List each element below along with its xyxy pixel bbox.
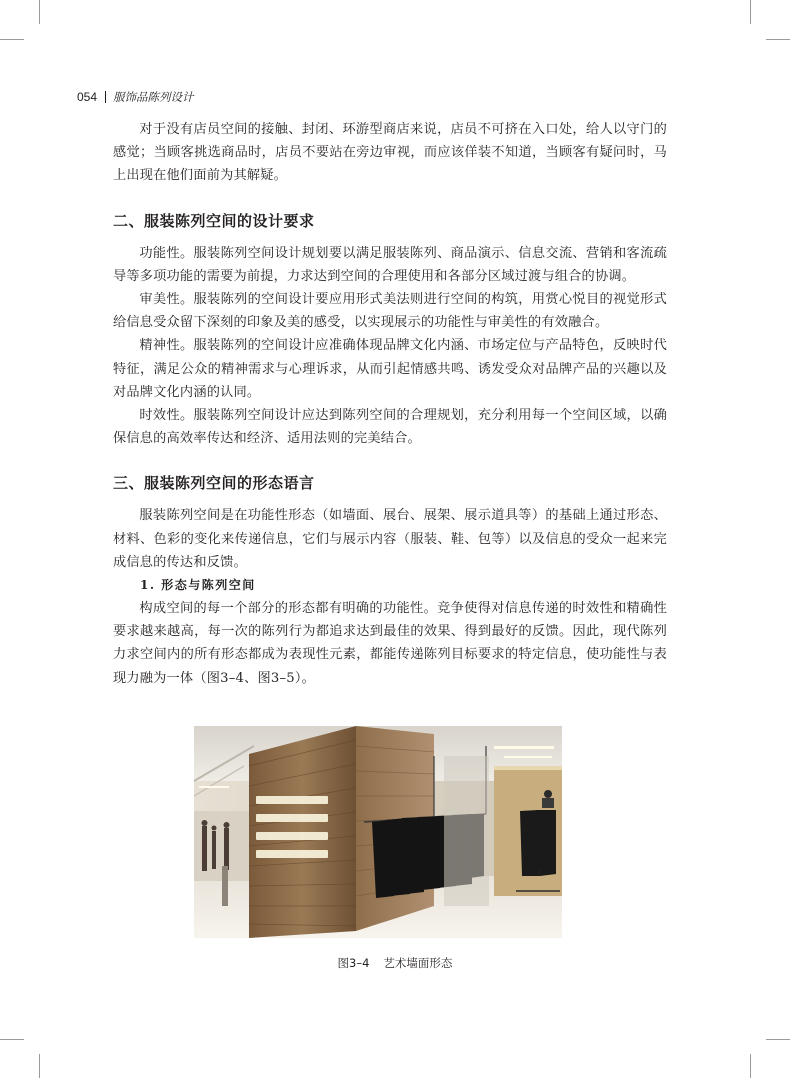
paragraph: 审美性。服装陈列的空间设计要应用形式美法则进行空间的构筑，用赏心悦目的视觉形式给信息受众留下深刻的印象及美的感受，以实现展示的功能性与审美性的有效融合。 [113,292,667,331]
crop-mark [0,39,24,40]
section-heading: 三、服装陈列空间的形态语言 [113,474,315,493]
running-header [77,88,194,106]
figure-photo [194,726,562,938]
section-heading: 二、服装陈列空间的设计要求 [113,211,315,230]
paragraph: 功能性。服装陈列空间设计规划要以满足服装陈列、商品演示、信息交流、营销和客流疏导等多项功能的需要为前提，力求达到空间的合理使用和各部分区域过渡与组合的协调。 [113,245,667,284]
header-divider [105,91,106,103]
page-number: 054 [77,90,98,104]
paragraph: 服装陈列空间是在功能性形态（如墙面、展台、展架、展示道具等）的基础上通过形态、材料、色彩的变化来传递信息，它们与展示内容（服装、鞋、包等）以及信息的受众一起来完成信息的传达和反馈。 [113,508,667,570]
figure-caption-text: 艺术墙面形态 [383,956,453,970]
paragraph: 对于没有店员空间的接触、封闭、环游型商店来说，店员不可挤在入口处，给人以守门的感觉；当顾客挑选商品时，店员不要站在旁边审视，而应该佯装不知道，当顾客有疑问时，马上出现在他们面前为其解疑。 [113,122,667,184]
figure-caption [0,955,790,971]
crop-mark [750,1054,751,1078]
subsection-heading: 1. 形态与陈列空间 [140,578,256,593]
figure-label: 图3–4 [337,956,370,970]
paragraph: 精神性。服装陈列的空间设计应准确体现品牌文化内涵、市场定位与产品特色，反映时代特征，满足公众的精神需求与心理诉求，从而引起情感共鸣、诱发受众对品牌产品的兴趣以及对品牌文化内涵的认同。 [113,338,667,400]
paragraph: 构成空间的每一个部分的形态都有明确的功能性。竞争使得对信息传递的时效性和精确性要求越来越高，每一次的陈列行为都追求达到最佳的效果、得到最好的反馈。因此，现代陈列力求空间内的所有形态都成为表现性元素，都能传递陈列目标要求的特定信息，使功能性与表现力融为一体（图3–4、图3–5）。 [113,601,667,686]
crop-mark [0,1039,24,1040]
book-title: 服饰品陈列设计 [113,90,194,104]
crop-mark [39,0,40,24]
crop-mark [766,39,790,40]
page-body [113,118,667,690]
crop-mark [39,1054,40,1078]
paragraph: 时效性。服装陈列空间设计应达到陈列空间的合理规划，充分利用每一个空间区域，以确保信息的高效率传达和经济、适用法则的完美结合。 [113,408,667,447]
crop-mark [766,1039,790,1040]
crop-mark [750,0,751,24]
